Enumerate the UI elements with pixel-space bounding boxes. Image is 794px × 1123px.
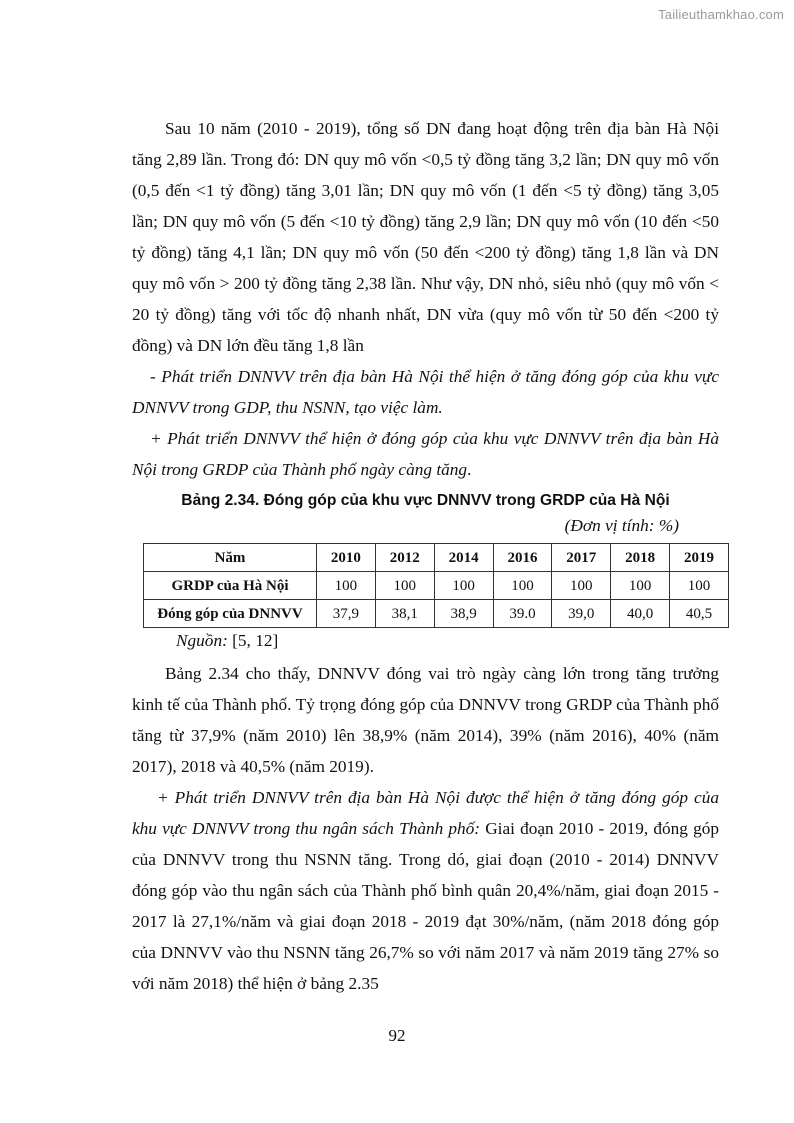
table-cell: 100 [611,572,670,600]
table-cell: 100 [375,572,434,600]
table-header-cell: Năm [144,544,317,572]
paragraph-budget-contribution [132,782,719,999]
table-cell: 38,1 [375,600,434,628]
paragraph-grdp-intro [132,423,719,485]
table-header-cell: 2014 [434,544,493,572]
watermark: Tailieuthamkhao.com [658,7,784,22]
table-source [132,628,719,654]
table-cell: 100 [493,572,552,600]
table-cell: 38,9 [434,600,493,628]
table-row [144,600,729,628]
table-header-row [144,544,729,572]
table-cell: 39.0 [493,600,552,628]
table-cell: 40,0 [611,600,670,628]
table-header-cell: 2012 [375,544,434,572]
source-label: Nguồn: [176,631,228,650]
source-value: [5, 12] [227,631,279,650]
table-header-cell: 2010 [317,544,376,572]
grdp-intro-end: . [467,460,472,479]
document-body [132,113,719,999]
table-header-cell: 2016 [493,544,552,572]
table-header-cell: 2017 [552,544,611,572]
table-header-cell: 2019 [670,544,729,572]
table-row-label: Đóng góp của DNNVV [144,600,317,628]
table-unit: (Đơn vị tính: %) [564,516,679,535]
table-row [144,572,729,600]
budget-contribution-text: Giai đoạn 2010 - 2019, đóng góp của DNNVV trong thu NSNN tăng. Trong dó, giai đoạn (2010 - 2014) DNNVV đóng góp vào thu ngân sách của Thành phố bình quân 20,4%/năm, giai đoạn 2015 - 2017 là 27,1%/năm và giai đoạn 2018 - 2019 đạt 30%/năm, (năm 2018 đóng góp của DNNVV vào thu NSNN tăng 26,7% so với năm 2017 và năm 2019 tăng 27% so với năm 2018) thể hiện ở bảng 2.35 [132,819,719,993]
table-cell: 100 [552,572,611,600]
table-cell: 37,9 [317,600,376,628]
budget-contribution-italic: + Phát triển DNNVV trên địa bàn Hà Nội được thể hiện ở tăng đóng góp của khu vực DNNVV trong thu ngân sách Thành phố: [132,788,719,838]
paragraph-sme-contribution: - Phát triển DNNVV trên địa bàn Hà Nội thể hiện ở tăng đóng góp của khu vực DNNVV trong GDP, thu NSNN, tạo việc làm. [132,367,719,417]
grdp-contribution-table [143,543,729,628]
table-cell: 100 [670,572,729,600]
table-cell: 100 [434,572,493,600]
page-number: 92 [388,1026,406,1045]
grdp-intro-italic: + Phát triển DNNVV thể hiện ở đóng góp của khu vực DNNVV trên địa bàn Hà Nội trong GRDP của Thành phố ngày càng tăng [132,429,719,479]
table-cell: 100 [317,572,376,600]
table-row-label: GRDP của Hà Nội [144,572,317,600]
paragraph-enterprise-growth: Sau 10 năm (2010 - 2019), tổng số DN đang hoạt động trên địa bàn Hà Nội tăng 2,89 lần. Trong đó: DN quy mô vốn <0,5 tỷ đồng tăng 3,2 lần; DN quy mô vốn (0,5 đến <1 tỷ đồng) tăng 3,01 lần; DN quy mô vốn (1 đến <5 tỷ đồng) tăng 3,05 lần; DN quy mô vốn (5 đến <10 tỷ đồng) tăng 2,9 lần; DN quy mô vốn (10 đến <50 tỷ đồng) tăng 4,1 lần; DN quy mô vốn (50 đến <200 tỷ đồng) tăng 1,8 lần và DN quy mô vốn > 200 tỷ đồng tăng 2,38 lần. Như vậy, DN nhỏ, siêu nhỏ (quy mô vốn < 20 tỷ đồng) tăng với tốc độ nhanh nhất, DN vừa (quy mô vốn từ 50 đến <200 tỷ đồng) và DN lớn đều tăng 1,8 lần [132,119,719,355]
table-cell: 39,0 [552,600,611,628]
table-cell: 40,5 [670,600,729,628]
paragraph-table-analysis: Bảng 2.34 cho thấy, DNNVV đóng vai trò ngày càng lớn trong tăng trưởng kinh tế của Thành phố. Tỷ trọng đóng góp của DNNVV trong GRDP của Thành phố tăng từ 37,9% (năm 2010) lên 38,9% (năm 2014), 39% (năm 2016), 40% (năm 2017), 2018 và 40,5% (năm 2019). [132,664,719,776]
table-header-cell: 2018 [611,544,670,572]
table-caption: Bảng 2.34. Đóng góp của khu vực DNNVV trong GRDP của Hà Nội [181,492,670,509]
